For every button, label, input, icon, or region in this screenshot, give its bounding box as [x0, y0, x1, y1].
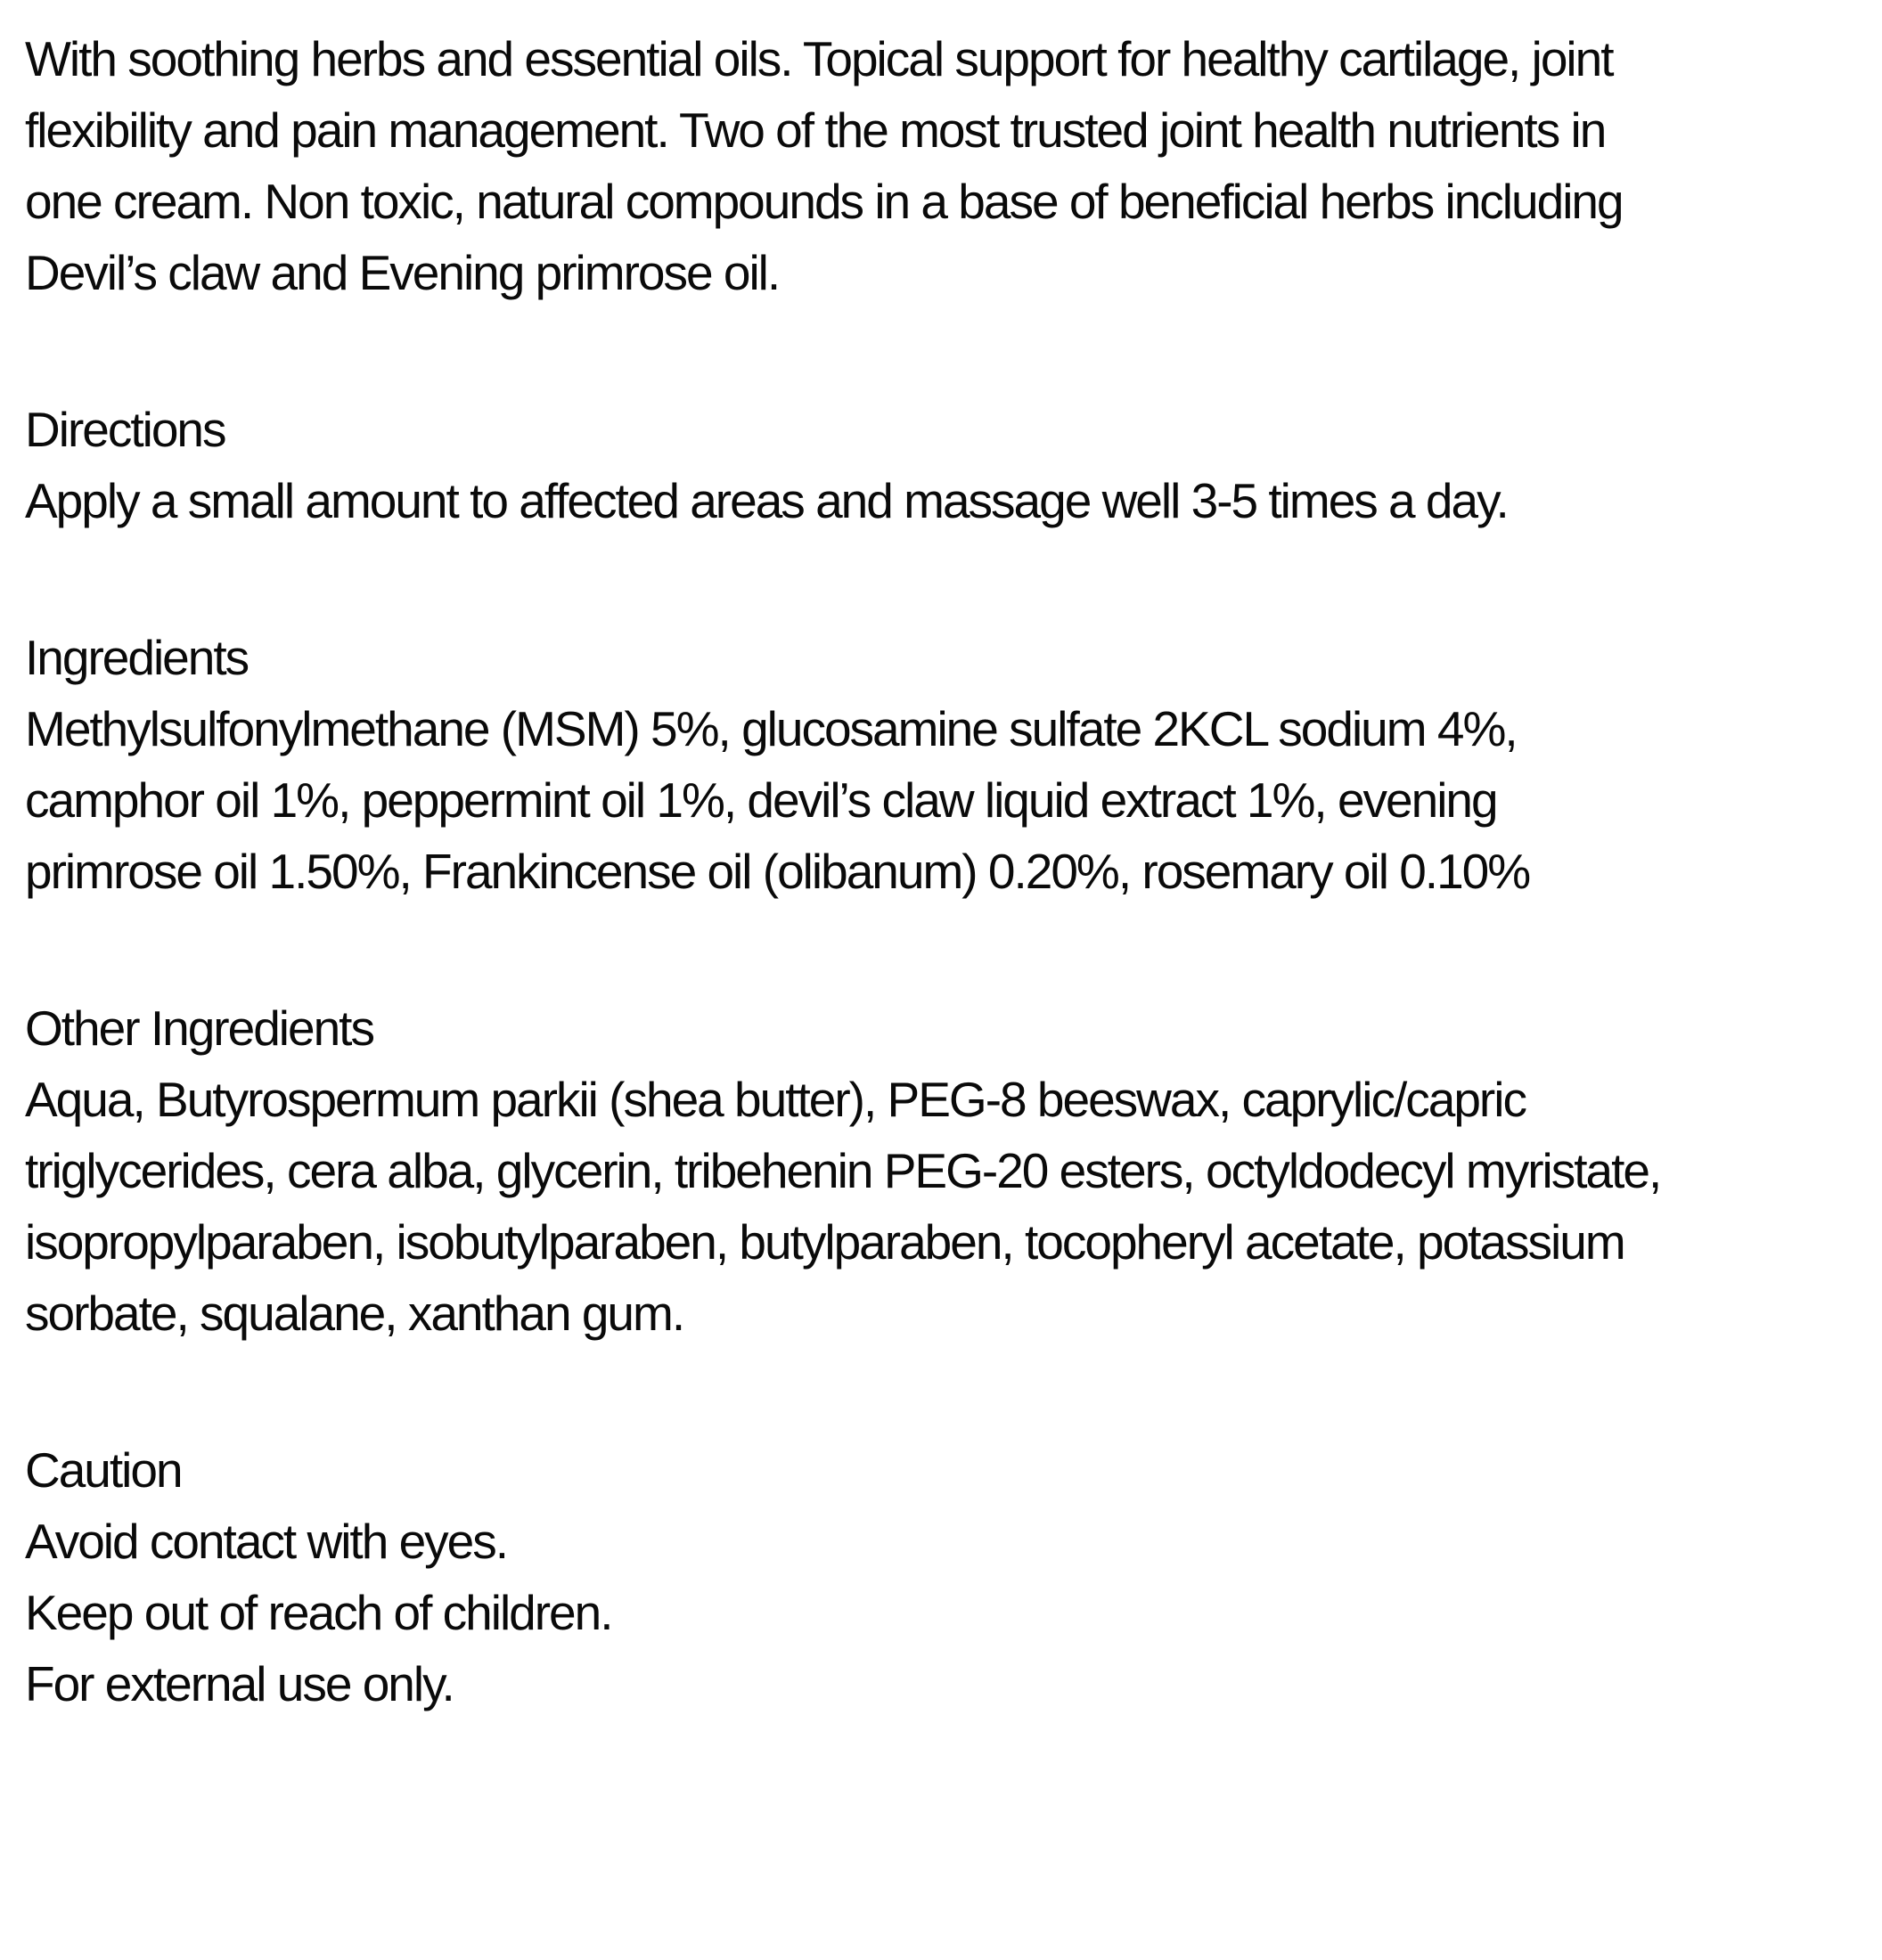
other-ingredients-line: sorbate, squalane, xanthan gum.: [25, 1286, 684, 1341]
ingredients-line: camphor oil 1%, peppermint oil 1%, devil’s claw liquid extract 1%, evening: [25, 772, 1497, 828]
description-line: Devil’s claw and Evening primrose oil.: [25, 245, 780, 300]
ingredients-line: primrose oil 1.50%, Frankincense oil (olibanum) 0.20%, rosemary oil 0.10%: [25, 844, 1530, 899]
section-heading-other-ingredients: Other Ingredients: [25, 1000, 373, 1056]
section-description: [25, 23, 1857, 308]
caution-line: Keep out of reach of children.: [25, 1585, 612, 1640]
other-ingredients-line: isopropylparaben, isobutylparaben, butylparaben, tocopheryl acetate, potassium: [25, 1214, 1624, 1270]
section-other-ingredients: [25, 992, 1857, 1349]
caution-line: Avoid contact with eyes.: [25, 1514, 508, 1569]
other-ingredients-line: triglycerides, cera alba, glycerin, tribehenin PEG-20 esters, octyldodecyl myristate,: [25, 1143, 1661, 1198]
ingredients-line: Methylsulfonylmethane (MSM) 5%, glucosamine sulfate 2KCL sodium 4%,: [25, 701, 1517, 756]
section-heading-caution: Caution: [25, 1442, 182, 1498]
other-ingredients-line: Aqua, Butyrospermum parkii (shea butter), PEG-8 beeswax, caprylic/capric: [25, 1072, 1526, 1127]
description-line: one cream. Non toxic, natural compounds in a base of beneficial herbs including: [25, 174, 1623, 229]
directions-line: Apply a small amount to affected areas and massage well 3-5 times a day.: [25, 473, 1508, 528]
section-heading-ingredients: Ingredients: [25, 630, 249, 685]
description-line: flexibility and pain management. Two of the most trusted joint health nutrients in: [25, 102, 1606, 158]
caution-line: For external use only.: [25, 1656, 454, 1711]
section-directions: [25, 394, 1857, 536]
section-heading-directions: Directions: [25, 402, 225, 457]
description-line: With soothing herbs and essential oils. Topical support for healthy cartilage, joint: [25, 31, 1613, 86]
section-ingredients: [25, 622, 1857, 907]
section-caution: [25, 1434, 1857, 1719]
